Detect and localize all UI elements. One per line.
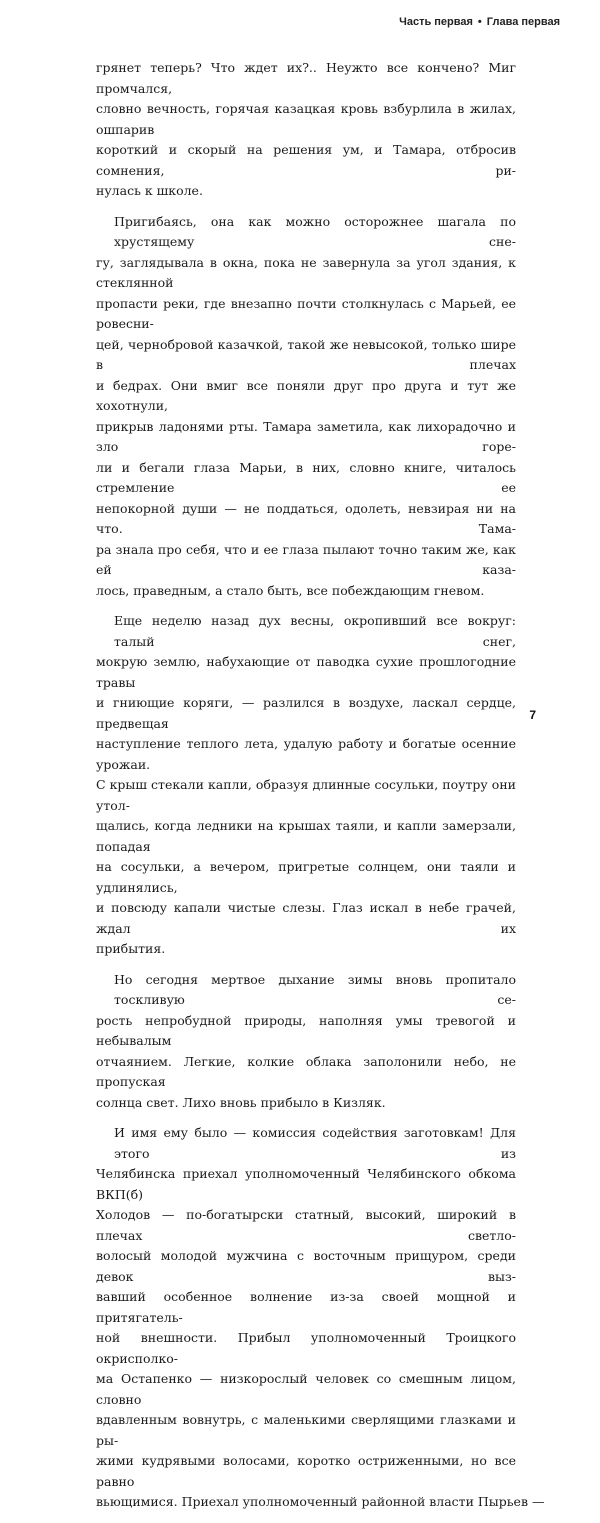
text-line: мокрую землю, набухающие от паводка сухие прошлогодние травы: [96, 654, 516, 690]
text-line: Еще неделю назад дух весны, окропивший все вокруг: талый снег,: [114, 613, 516, 649]
text-line: вьющимися. Приехал уполномоченный районной власти Пырьев —: [96, 1494, 545, 1509]
text-line: ли и бегали глаза Марьи, в них, словно книге, читалось стремление ее: [96, 459, 516, 495]
text-line: солнца свет. Лихо вновь прибыло в Кизляк.: [96, 1094, 386, 1110]
text-line: на сосульки, а вечером, пригретые солнцем, они таяли и удлинялись,: [96, 859, 516, 895]
text-line: Холодов — по-богатырски статный, высокий, широкий в плечах светло-: [96, 1207, 516, 1243]
paragraph: [96, 970, 516, 1114]
text-line: щались, когда ледники на крышах таяли, и капли замерзали, попадая: [96, 818, 516, 854]
text-line: ма Остапенко — низкорослый человек со смешным лицом, словно: [96, 1371, 516, 1407]
text-line: нулась к школе.: [96, 183, 203, 198]
part-title: Часть первая: [399, 16, 473, 28]
header-separator: •: [477, 16, 482, 28]
paragraph: [96, 212, 516, 602]
text-line: наступление теплого лета, удалую работу и богатые осенние урожаи.: [96, 736, 516, 772]
text-line: гу, заглядывала в окна, пока не завернула за угол здания, к стеклянной: [96, 254, 516, 290]
text-line: лось, праведным, а стало быть, все побеждающим гневом.: [96, 582, 485, 598]
text-line: непокорной души — не поддаться, одолеть, невзирая ни на что. Тама-: [96, 500, 516, 536]
text-line: Но сегодня мертвое дыхание зимы вновь пропитало тоскливую се-: [114, 971, 516, 1007]
text-line: и гниющие коряги, — разлился в воздухе, ласкал сердце, предвещая: [96, 695, 516, 731]
text-line: жими кудрявыми волосами, коротко остриженными, но все равно: [96, 1453, 516, 1489]
text-line: и повсюду капали чистые слезы. Глаз искал в небе грачей, ждал их: [96, 900, 516, 936]
text-line: И имя ему было — комиссия содействия заготовкам! Для этого из: [114, 1125, 516, 1161]
text-line: грянет теперь? Что ждет их?.. Неужто все кончено? Миг промчался,: [96, 60, 516, 96]
paragraph: [96, 611, 516, 960]
text-line: прибытия.: [96, 941, 166, 956]
text-line: прикрыв ладонями рты. Тамара заметила, как лихорадочно и зло горе-: [96, 418, 516, 454]
text-line: вдавленным вовнутрь, с маленькими сверлящими глазками и ры-: [96, 1412, 516, 1448]
text-line: волосый молодой мужчина с восточным прищуром, среди девок выз-: [96, 1248, 516, 1284]
text-line: словно вечность, горячая казацкая кровь взбурлила в жилах, ошпарив: [96, 101, 516, 137]
text-line: ной внешности. Прибыл уполномоченный Троицкого окрисполко-: [96, 1330, 516, 1366]
text-line: рость непробудной природы, наполняя умы тревогой и небывалым: [96, 1012, 516, 1048]
text-line: отчаянием. Легкие, колкие облака заполонили небо, не пропуская: [96, 1053, 516, 1089]
text-line: пропасти реки, где внезапно почти столкнулась с Марьей, ее ровесни-: [96, 295, 516, 331]
body-text: [96, 58, 545, 1523]
text-line: вавший особенное волнение из-за своей мощной и притягатель-: [96, 1289, 516, 1325]
running-head: [399, 16, 560, 28]
text-line: ра знала про себя, что и ее глаза пылают точно таким же, как ей каза-: [96, 541, 516, 577]
text-line: С крыш стекали капли, образуя длинные сосульки, поутру они утол-: [96, 777, 516, 813]
chapter-title: Глава первая: [486, 16, 560, 28]
text-line: и бедрах. Они вмиг все поняли друг про друга и тут же хохотнули,: [96, 377, 516, 413]
paragraph: [96, 58, 516, 202]
text-line: короткий и скорый на решения ум, и Тамара, отбросив сомнения, ри-: [96, 142, 516, 178]
page-number: 7: [529, 708, 536, 722]
text-line: цей, чернобровой казачкой, такой же невысокой, только шире в плечах: [96, 336, 516, 372]
text-line: Пригибаясь, она как можно осторожнее шагала по хрустящему сне-: [114, 213, 516, 249]
paragraph: [96, 1123, 545, 1513]
text-line: Челябинска приехал уполномоченный Челябинского обкома ВКП(б): [96, 1166, 516, 1202]
